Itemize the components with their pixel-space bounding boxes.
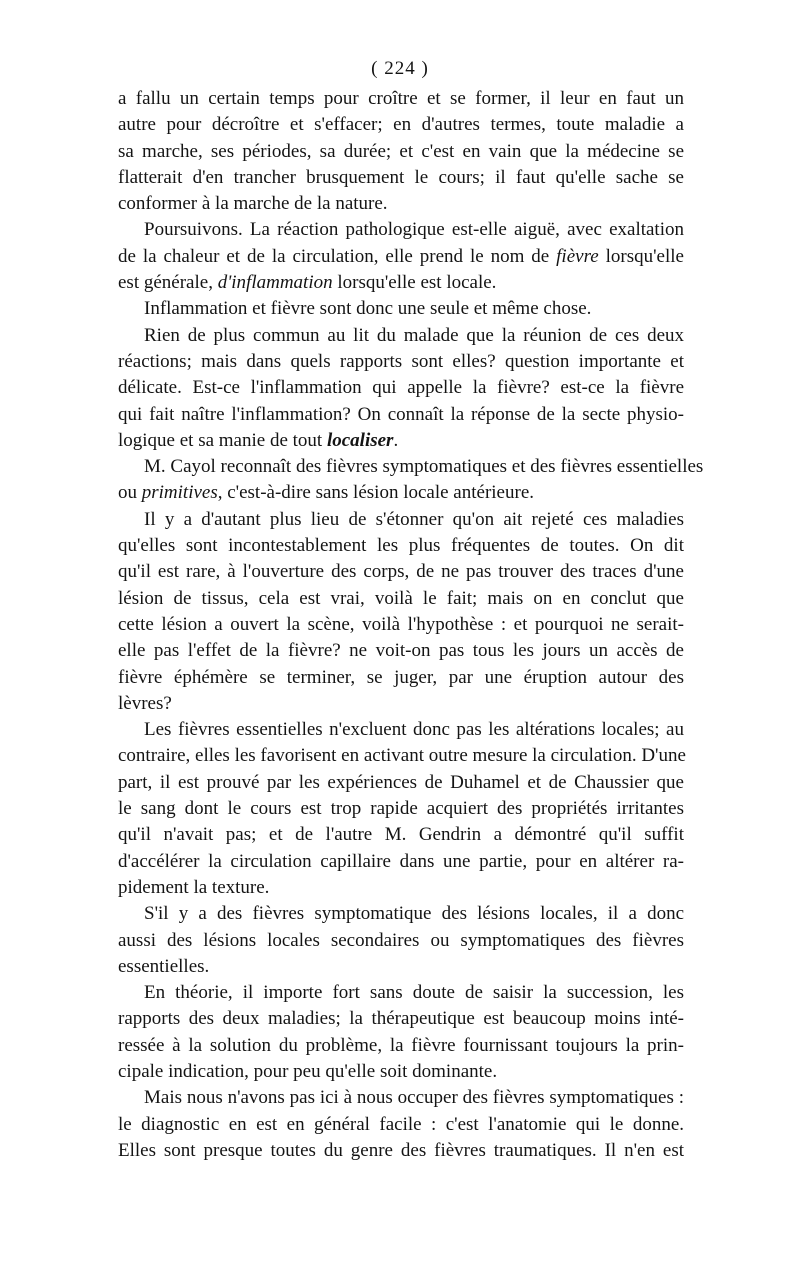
text-line: autre pour décroître et s'effacer; en d'autres termes, toute maladie a: [118, 114, 684, 136]
text-line: conformer à la marche de la nature.: [118, 193, 388, 215]
text-line: Rien de plus commun au lit du malade que la réunion de ces deux: [144, 324, 684, 346]
page-number: ( 224 ): [371, 58, 429, 79]
text-line: Elles sont presque toutes du genre des fièvres traumatiques. Il n'en est: [118, 1139, 684, 1161]
text-line: lèvres?: [118, 692, 172, 714]
text-line: le sang dont le cours est trop rapide acquiert des propriétés irritantes: [118, 798, 684, 820]
italic-term: d'inflammation: [217, 272, 333, 294]
text-line: a fallu un certain temps pour croître et se former, il leur en faut un: [118, 88, 684, 109]
text-line: rapports des deux maladies; la thérapeutique est beaucoup moins inté-: [118, 1008, 684, 1030]
text-run: lorsqu'elle: [598, 245, 684, 267]
text-line: qu'elles sont incontestablement les plus fréquentes de toutes. On dit: [118, 535, 684, 557]
text-line: Mais nous n'avons pas ici à nous occuper des fièvres symptomatiques :: [144, 1087, 684, 1109]
text-line: qu'il n'avait pas; et de l'autre M. Gendrin a démontré qu'il suffit: [118, 824, 684, 846]
text-line: Il y a d'autant plus lieu de s'étonner qu'on ait rejeté ces maladies: [144, 508, 684, 530]
text-line: flatterait d'en trancher brusquement le cours; il faut qu'elle sache se: [118, 166, 684, 188]
text-line: Inflammation et fièvre sont donc une seule et même chose.: [144, 298, 592, 320]
text-line: [118, 270, 684, 296]
text-line: lésion de tissus, cela est vrai, voilà le fait; mais on en conclut que: [118, 587, 684, 609]
text-line: aussi des lésions locales secondaires ou symptomatiques des fièvres: [118, 929, 684, 951]
text-line: réactions; mais dans quels rapports sont elles? question importante et: [118, 350, 684, 372]
text-run: , c'est-à-dire sans lésion locale antérieure.: [217, 482, 534, 504]
text-line: [118, 480, 684, 506]
text-run: ou: [118, 482, 142, 504]
italic-term: primitives: [141, 482, 218, 504]
text-line: d'accélérer la circulation capillaire dans une partie, pour en altérer ra-: [118, 850, 684, 872]
italic-term: fièvre: [556, 245, 599, 267]
text-line: qui fait naître l'inflammation? On connaît la réponse de la secte physio-: [118, 403, 684, 425]
text-line: M. Cayol reconnaît des fièvres symptomatiques et des fièvres essentielles: [144, 456, 704, 478]
text-line: [118, 428, 684, 454]
text-run: est générale,: [118, 272, 218, 294]
text-line: [118, 244, 684, 270]
text-line: essentielles.: [118, 955, 210, 977]
text-line: cipale indication, pour peu qu'elle soit dominante.: [118, 1060, 498, 1082]
text-line: cette lésion a ouvert la scène, voilà l'hypothèse : et pourquoi ne serait-: [118, 613, 684, 635]
body-text: [118, 86, 704, 1164]
text-run: .: [393, 429, 399, 451]
text-line: Poursuivons. La réaction pathologique est-elle aiguë, avec exaltation: [144, 219, 684, 241]
text-run: lorsqu'elle est locale.: [332, 272, 497, 294]
text-line: ressée à la solution du problème, la fièvre fournissant toujours la prin-: [118, 1034, 684, 1056]
italic-term: localiser: [326, 429, 394, 451]
text-line: pidement la texture.: [118, 876, 270, 898]
text-line: délicate. Est-ce l'inflammation qui appelle la fièvre? est-ce la fièvre: [118, 377, 684, 399]
text-line: fièvre éphémère se terminer, se juger, par une éruption autour des: [118, 666, 684, 688]
text-run: de la chaleur et de la circulation, elle prend le nom de: [118, 245, 557, 267]
text-line: Les fièvres essentielles n'excluent donc pas les altérations locales; au: [144, 719, 684, 741]
text-run: logique et sa manie de tout: [118, 429, 327, 451]
text-line: elle pas l'effet de la fièvre? ne voit-on pas tous les jours un accès de: [118, 640, 684, 662]
text-line: sa marche, ses périodes, sa durée; et c'est en vain que la médecine se: [118, 140, 684, 162]
text-line: part, il est prouvé par les expériences de Duhamel et de Chaussier que: [118, 771, 684, 793]
text-line: S'il y a des fièvres symptomatique des lésions locales, il a donc: [144, 903, 684, 925]
text-line: contraire, elles les favorisent en activant outre mesure la circulation. D'une: [118, 745, 686, 767]
text-line: le diagnostic en est en général facile : c'est l'anatomie qui le donne.: [118, 1113, 684, 1135]
text-line: qu'il est rare, à l'ouverture des corps, de ne pas trouver des traces d'une: [118, 561, 684, 583]
text-line: En théorie, il importe fort sans doute de saisir la succession, les: [144, 982, 684, 1004]
